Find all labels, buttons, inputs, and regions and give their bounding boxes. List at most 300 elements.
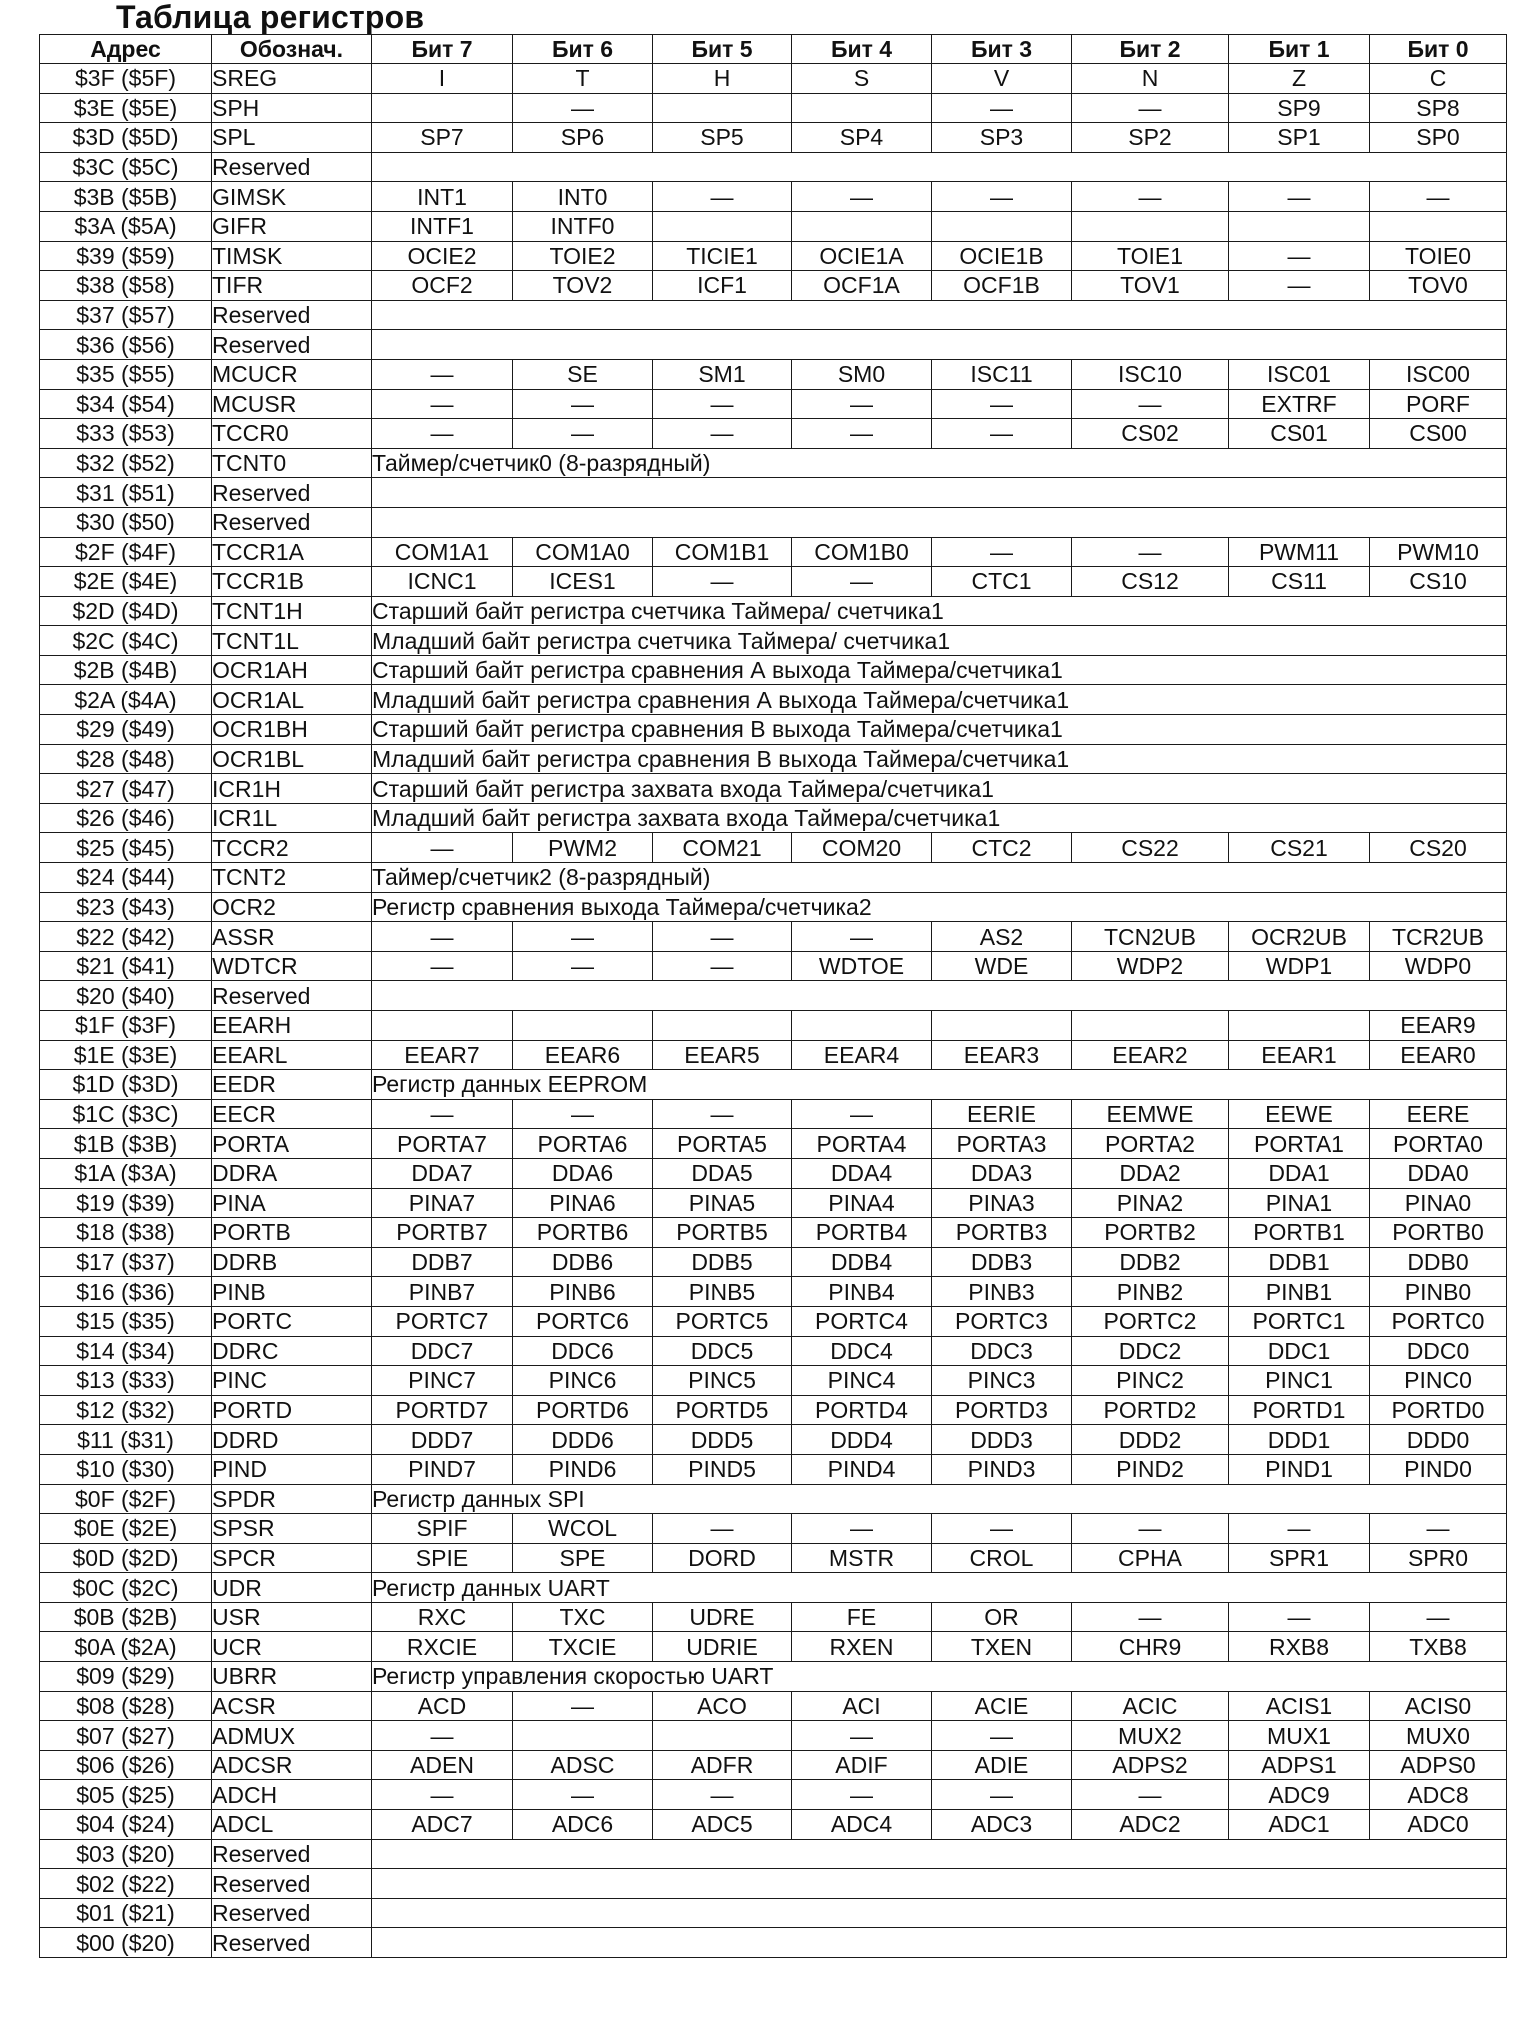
bit-cell: PORTD3 (932, 1395, 1072, 1425)
register-address: $38 ($58) (40, 271, 212, 301)
bit-cell: — (1072, 537, 1229, 567)
header-bit5: Бит 5 (653, 35, 792, 64)
bit-cell: DDA6 (513, 1158, 653, 1188)
bit-cell: DDA7 (372, 1158, 513, 1188)
bit-cell: T (513, 64, 653, 94)
register-address: $08 ($28) (40, 1691, 212, 1721)
bit-cell: — (1072, 182, 1229, 212)
table-row (40, 1484, 1507, 1514)
bit-cell: DDA2 (1072, 1158, 1229, 1188)
bit-cell: PORTC5 (653, 1306, 792, 1336)
bit-cell: PORTC6 (513, 1306, 653, 1336)
bit-cell: PORTB0 (1370, 1218, 1507, 1248)
register-name: TIFR (212, 271, 372, 301)
bit-cell: TOV0 (1370, 271, 1507, 301)
bit-cell (1229, 211, 1370, 241)
bit-cell: EEAR1 (1229, 1040, 1370, 1070)
register-name: SPSR (212, 1514, 372, 1544)
register-address: $21 ($41) (40, 951, 212, 981)
register-address: $36 ($56) (40, 330, 212, 360)
bit-cell: N (1072, 64, 1229, 94)
bit-cell (792, 1011, 932, 1041)
table-row (40, 1573, 1507, 1603)
bit-cell (653, 211, 792, 241)
bit-cell: EERE (1370, 1099, 1507, 1129)
bit-cell: WDTOE (792, 951, 932, 981)
bit-cell: PORTA2 (1072, 1129, 1229, 1159)
bit-cell: — (372, 1099, 513, 1129)
register-address: $3C ($5C) (40, 152, 212, 182)
bit-cell: OCF1B (932, 271, 1072, 301)
register-address: $2C ($4C) (40, 626, 212, 656)
bit-cell: DDC0 (1370, 1336, 1507, 1366)
bit-cell: RXB8 (1229, 1632, 1370, 1662)
bit-cell: DDC5 (653, 1336, 792, 1366)
register-name: PORTC (212, 1306, 372, 1336)
bit-cell: PINC7 (372, 1366, 513, 1396)
bit-cell: TXC (513, 1602, 653, 1632)
bit-cell: PINC1 (1229, 1366, 1370, 1396)
register-address: $0F ($2F) (40, 1484, 212, 1514)
table-row (40, 1750, 1507, 1780)
bit-cell: ADC1 (1229, 1810, 1370, 1840)
register-name: WDTCR (212, 951, 372, 981)
bit-cell: EEAR3 (932, 1040, 1072, 1070)
register-name: DDRB (212, 1247, 372, 1277)
bit-cell: PORTC4 (792, 1306, 932, 1336)
register-name: Reserved (212, 1898, 372, 1928)
bit-cell (372, 1011, 513, 1041)
table-row (40, 1839, 1507, 1869)
bit-cell: ADEN (372, 1750, 513, 1780)
bit-cell: ADC4 (792, 1810, 932, 1840)
register-description: Старший байт регистра сравнения А выхода Таймера/счетчика1 (372, 655, 1507, 685)
table-row (40, 596, 1507, 626)
bit-cell: DDC1 (1229, 1336, 1370, 1366)
bit-cell: V (932, 64, 1072, 94)
register-address: $18 ($38) (40, 1218, 212, 1248)
register-address: $3F ($5F) (40, 64, 212, 94)
bit-cell: WDE (932, 951, 1072, 981)
register-address: $23 ($43) (40, 892, 212, 922)
table-row (40, 1158, 1507, 1188)
register-name: GIMSK (212, 182, 372, 212)
bit-cell: — (792, 1099, 932, 1129)
bit-cell: ADPS1 (1229, 1750, 1370, 1780)
bit-cell: EEMWE (1072, 1099, 1229, 1129)
bit-cell: PIND3 (932, 1454, 1072, 1484)
register-rows (40, 64, 1507, 1958)
bit-cell: ACIS0 (1370, 1691, 1507, 1721)
register-description: Таймер/счетчик0 (8-разрядный) (372, 448, 1507, 478)
bit-cell: — (653, 567, 792, 597)
bit-cell: CS21 (1229, 833, 1370, 863)
table-row (40, 152, 1507, 182)
bit-cell: — (792, 922, 932, 952)
bit-cell: PORTB5 (653, 1218, 792, 1248)
bit-cell: — (1229, 241, 1370, 271)
register-address: $1E ($3E) (40, 1040, 212, 1070)
bit-cell: PORTA4 (792, 1129, 932, 1159)
bit-cell: TOV1 (1072, 271, 1229, 301)
register-address: $1D ($3D) (40, 1070, 212, 1100)
bit-cell: DDA4 (792, 1158, 932, 1188)
bit-cell: OCIE2 (372, 241, 513, 271)
bit-cell: — (653, 1514, 792, 1544)
bit-cell: PIND7 (372, 1454, 513, 1484)
bit-cell: PORTB1 (1229, 1218, 1370, 1248)
header-bit0: Бит 0 (1370, 35, 1507, 64)
bit-cell: — (1229, 1602, 1370, 1632)
bit-cell: EERIE (932, 1099, 1072, 1129)
bit-cell: I (372, 64, 513, 94)
register-description: Таймер/счетчик2 (8-разрядный) (372, 863, 1507, 893)
bit-cell: — (513, 922, 653, 952)
bit-cell: INTF1 (372, 211, 513, 241)
register-address: $00 ($20) (40, 1928, 212, 1958)
bit-cell: SPIE (372, 1543, 513, 1573)
register-address: $12 ($32) (40, 1395, 212, 1425)
register-name: TCCR1B (212, 567, 372, 597)
register-name: ADCH (212, 1780, 372, 1810)
register-name: Reserved (212, 152, 372, 182)
bit-cell: SP1 (1229, 123, 1370, 153)
register-address: $0C ($2C) (40, 1573, 212, 1603)
register-name: SPCR (212, 1543, 372, 1573)
bit-cell: PORTD7 (372, 1395, 513, 1425)
bit-cell: DDC3 (932, 1336, 1072, 1366)
bit-cell: PORF (1370, 389, 1507, 419)
bit-cell: TICIE1 (653, 241, 792, 271)
register-name: PORTB (212, 1218, 372, 1248)
register-address: $15 ($35) (40, 1306, 212, 1336)
bit-cell: WDP0 (1370, 951, 1507, 981)
bit-cell (792, 211, 932, 241)
bit-cell: — (372, 1780, 513, 1810)
reserved-span (372, 330, 1507, 360)
register-table (39, 34, 1507, 1958)
bit-cell: MSTR (792, 1543, 932, 1573)
bit-cell: PINB4 (792, 1277, 932, 1307)
register-address: $26 ($46) (40, 803, 212, 833)
register-name: EEARH (212, 1011, 372, 1041)
bit-cell: ACIS1 (1229, 1691, 1370, 1721)
table-row (40, 1869, 1507, 1899)
register-address: $13 ($33) (40, 1366, 212, 1396)
header-bit6: Бит 6 (513, 35, 653, 64)
register-address: $11 ($31) (40, 1425, 212, 1455)
bit-cell: FE (792, 1602, 932, 1632)
bit-cell: TOV2 (513, 271, 653, 301)
register-address: $2D ($4D) (40, 596, 212, 626)
bit-cell: DDD4 (792, 1425, 932, 1455)
register-name: TCNT0 (212, 448, 372, 478)
bit-cell: C (1370, 64, 1507, 94)
table-row (40, 715, 1507, 745)
reserved-span (372, 300, 1507, 330)
bit-cell: — (932, 93, 1072, 123)
bit-cell: ADC6 (513, 1810, 653, 1840)
bit-cell: ACD (372, 1691, 513, 1721)
bit-cell: DDC6 (513, 1336, 653, 1366)
table-row (40, 1810, 1507, 1840)
bit-cell: PORTD4 (792, 1395, 932, 1425)
table-row (40, 1129, 1507, 1159)
table-row (40, 1099, 1507, 1129)
register-name: SREG (212, 64, 372, 94)
bit-cell: PORTD0 (1370, 1395, 1507, 1425)
bit-cell: CS11 (1229, 567, 1370, 597)
bit-cell: — (1370, 1514, 1507, 1544)
register-name: TCCR0 (212, 419, 372, 449)
table-row (40, 1336, 1507, 1366)
bit-cell: OR (932, 1602, 1072, 1632)
table-row (40, 744, 1507, 774)
register-address: $10 ($30) (40, 1454, 212, 1484)
bit-cell: PINB2 (1072, 1277, 1229, 1307)
table-row (40, 1277, 1507, 1307)
bit-cell: PINA7 (372, 1188, 513, 1218)
register-name: DDRA (212, 1158, 372, 1188)
register-name: OCR2 (212, 892, 372, 922)
bit-cell: WDP1 (1229, 951, 1370, 981)
register-address: $0B ($2B) (40, 1602, 212, 1632)
register-address: $2A ($4A) (40, 685, 212, 715)
bit-cell (932, 1011, 1072, 1041)
bit-cell: — (653, 951, 792, 981)
register-name: UBRR (212, 1662, 372, 1692)
bit-cell: PORTA7 (372, 1129, 513, 1159)
bit-cell: PINB5 (653, 1277, 792, 1307)
register-name: TCCR2 (212, 833, 372, 863)
bit-cell: PINA3 (932, 1188, 1072, 1218)
bit-cell: PINA2 (1072, 1188, 1229, 1218)
bit-cell: ADC2 (1072, 1810, 1229, 1840)
register-address: $25 ($45) (40, 833, 212, 863)
table-row (40, 892, 1507, 922)
bit-cell: — (653, 922, 792, 952)
register-name: OCR1AL (212, 685, 372, 715)
register-address: $3E ($5E) (40, 93, 212, 123)
bit-cell: PORTC3 (932, 1306, 1072, 1336)
header-bit7: Бит 7 (372, 35, 513, 64)
bit-cell: — (792, 419, 932, 449)
register-address: $33 ($53) (40, 419, 212, 449)
table-row (40, 626, 1507, 656)
bit-cell: — (1072, 1602, 1229, 1632)
register-description: Младший байт регистра захвата входа Таймера/счетчика1 (372, 803, 1507, 833)
bit-cell (653, 93, 792, 123)
register-address: $39 ($59) (40, 241, 212, 271)
bit-cell: OCF1A (792, 271, 932, 301)
reserved-span (372, 152, 1507, 182)
bit-cell: EEAR7 (372, 1040, 513, 1070)
bit-cell: WDP2 (1072, 951, 1229, 981)
bit-cell: DDA1 (1229, 1158, 1370, 1188)
bit-cell: — (932, 1514, 1072, 1544)
bit-cell: DDB2 (1072, 1247, 1229, 1277)
bit-cell: ACIC (1072, 1691, 1229, 1721)
register-name: UDR (212, 1573, 372, 1603)
bit-cell: PORTD2 (1072, 1395, 1229, 1425)
table-row (40, 1691, 1507, 1721)
bit-cell: PIND1 (1229, 1454, 1370, 1484)
register-name: SPL (212, 123, 372, 153)
bit-cell: PORTA3 (932, 1129, 1072, 1159)
bit-cell: ADPS0 (1370, 1750, 1507, 1780)
bit-cell: COM1B1 (653, 537, 792, 567)
bit-cell: — (653, 389, 792, 419)
register-address: $3B ($5B) (40, 182, 212, 212)
bit-cell: DDB7 (372, 1247, 513, 1277)
table-row (40, 1514, 1507, 1544)
bit-cell: COM21 (653, 833, 792, 863)
bit-cell (372, 93, 513, 123)
reserved-span (372, 1928, 1507, 1958)
bit-cell: PORTA5 (653, 1129, 792, 1159)
bit-cell: DDA0 (1370, 1158, 1507, 1188)
register-address: $30 ($50) (40, 507, 212, 537)
register-address: $06 ($26) (40, 1750, 212, 1780)
header-name: Обознач. (212, 35, 372, 64)
bit-cell: CS12 (1072, 567, 1229, 597)
table-row (40, 64, 1507, 94)
bit-cell: SP5 (653, 123, 792, 153)
bit-cell: EEAR0 (1370, 1040, 1507, 1070)
register-address: $19 ($39) (40, 1188, 212, 1218)
register-description: Регистр данных UART (372, 1573, 1507, 1603)
reserved-span (372, 507, 1507, 537)
register-description: Младший байт регистра счетчика Таймера/ счетчика1 (372, 626, 1507, 656)
bit-cell: PIND4 (792, 1454, 932, 1484)
table-row (40, 1395, 1507, 1425)
bit-cell: OCIE1A (792, 241, 932, 271)
bit-cell: PIND5 (653, 1454, 792, 1484)
register-name: ACSR (212, 1691, 372, 1721)
bit-cell: ADC7 (372, 1810, 513, 1840)
page-title: Таблица регистров (116, 0, 425, 35)
register-name: PORTA (212, 1129, 372, 1159)
bit-cell: DDC4 (792, 1336, 932, 1366)
bit-cell: DDB1 (1229, 1247, 1370, 1277)
table-row (40, 567, 1507, 597)
bit-cell: PWM10 (1370, 537, 1507, 567)
register-name: Reserved (212, 478, 372, 508)
register-address: $24 ($44) (40, 863, 212, 893)
register-name: PINB (212, 1277, 372, 1307)
register-description: Старший байт регистра захвата входа Таймера/счетчика1 (372, 774, 1507, 804)
table-row (40, 359, 1507, 389)
bit-cell: PINA6 (513, 1188, 653, 1218)
bit-cell: PINA5 (653, 1188, 792, 1218)
table-row (40, 1602, 1507, 1632)
register-address: $01 ($21) (40, 1898, 212, 1928)
register-name: Reserved (212, 330, 372, 360)
bit-cell: — (513, 1099, 653, 1129)
table-row (40, 922, 1507, 952)
register-description: Младший байт регистра сравнения А выхода Таймера/счетчика1 (372, 685, 1507, 715)
bit-cell: RXEN (792, 1632, 932, 1662)
register-address: $20 ($40) (40, 981, 212, 1011)
header-row (40, 35, 1507, 64)
bit-cell: DDB0 (1370, 1247, 1507, 1277)
bit-cell (1229, 1011, 1370, 1041)
bit-cell: DDD1 (1229, 1425, 1370, 1455)
register-address: $34 ($54) (40, 389, 212, 419)
bit-cell: — (372, 1721, 513, 1751)
bit-cell: ACIE (932, 1691, 1072, 1721)
register-address: $05 ($25) (40, 1780, 212, 1810)
bit-cell: CS20 (1370, 833, 1507, 863)
bit-cell: PINC2 (1072, 1366, 1229, 1396)
register-address: $07 ($27) (40, 1721, 212, 1751)
bit-cell: COM1B0 (792, 537, 932, 567)
bit-cell: ADC3 (932, 1810, 1072, 1840)
bit-cell: DDB5 (653, 1247, 792, 1277)
register-address: $28 ($48) (40, 744, 212, 774)
bit-cell: TXB8 (1370, 1632, 1507, 1662)
bit-cell: SP2 (1072, 123, 1229, 153)
bit-cell: EEAR4 (792, 1040, 932, 1070)
bit-cell (1072, 1011, 1229, 1041)
bit-cell: RXCIE (372, 1632, 513, 1662)
bit-cell: SPR0 (1370, 1543, 1507, 1573)
bit-cell: ADC0 (1370, 1810, 1507, 1840)
register-name: TCNT2 (212, 863, 372, 893)
register-description: Старший байт регистра сравнения В выхода Таймера/счетчика1 (372, 715, 1507, 745)
bit-cell: PORTB6 (513, 1218, 653, 1248)
bit-cell: SPE (513, 1543, 653, 1573)
bit-cell: — (1072, 1780, 1229, 1810)
bit-cell: CS01 (1229, 419, 1370, 449)
bit-cell: CTC1 (932, 567, 1072, 597)
register-address: $14 ($34) (40, 1336, 212, 1366)
bit-cell (653, 1721, 792, 1751)
bit-cell: — (932, 419, 1072, 449)
table-row (40, 419, 1507, 449)
table-row (40, 1780, 1507, 1810)
register-name: Reserved (212, 1928, 372, 1958)
register-address: $29 ($49) (40, 715, 212, 745)
table-row (40, 981, 1507, 1011)
bit-cell: SM1 (653, 359, 792, 389)
register-name: PINA (212, 1188, 372, 1218)
bit-cell: — (372, 359, 513, 389)
bit-cell: ADIF (792, 1750, 932, 1780)
bit-cell: — (792, 389, 932, 419)
table-row (40, 182, 1507, 212)
bit-cell: ISC11 (932, 359, 1072, 389)
bit-cell: — (653, 1780, 792, 1810)
bit-cell: — (513, 1780, 653, 1810)
bit-cell: PINB7 (372, 1277, 513, 1307)
register-description: Старший байт регистра счетчика Таймера/ счетчика1 (372, 596, 1507, 626)
bit-cell: SM0 (792, 359, 932, 389)
reserved-span (372, 1869, 1507, 1899)
bit-cell: OCF2 (372, 271, 513, 301)
bit-cell: EEAR5 (653, 1040, 792, 1070)
table-row (40, 123, 1507, 153)
bit-cell: DDC7 (372, 1336, 513, 1366)
bit-cell: DDD2 (1072, 1425, 1229, 1455)
bit-cell: — (932, 1780, 1072, 1810)
bit-cell: DDB4 (792, 1247, 932, 1277)
bit-cell: CS02 (1072, 419, 1229, 449)
register-name: EEARL (212, 1040, 372, 1070)
bit-cell: — (513, 951, 653, 981)
bit-cell: PORTC1 (1229, 1306, 1370, 1336)
bit-cell: PINC5 (653, 1366, 792, 1396)
